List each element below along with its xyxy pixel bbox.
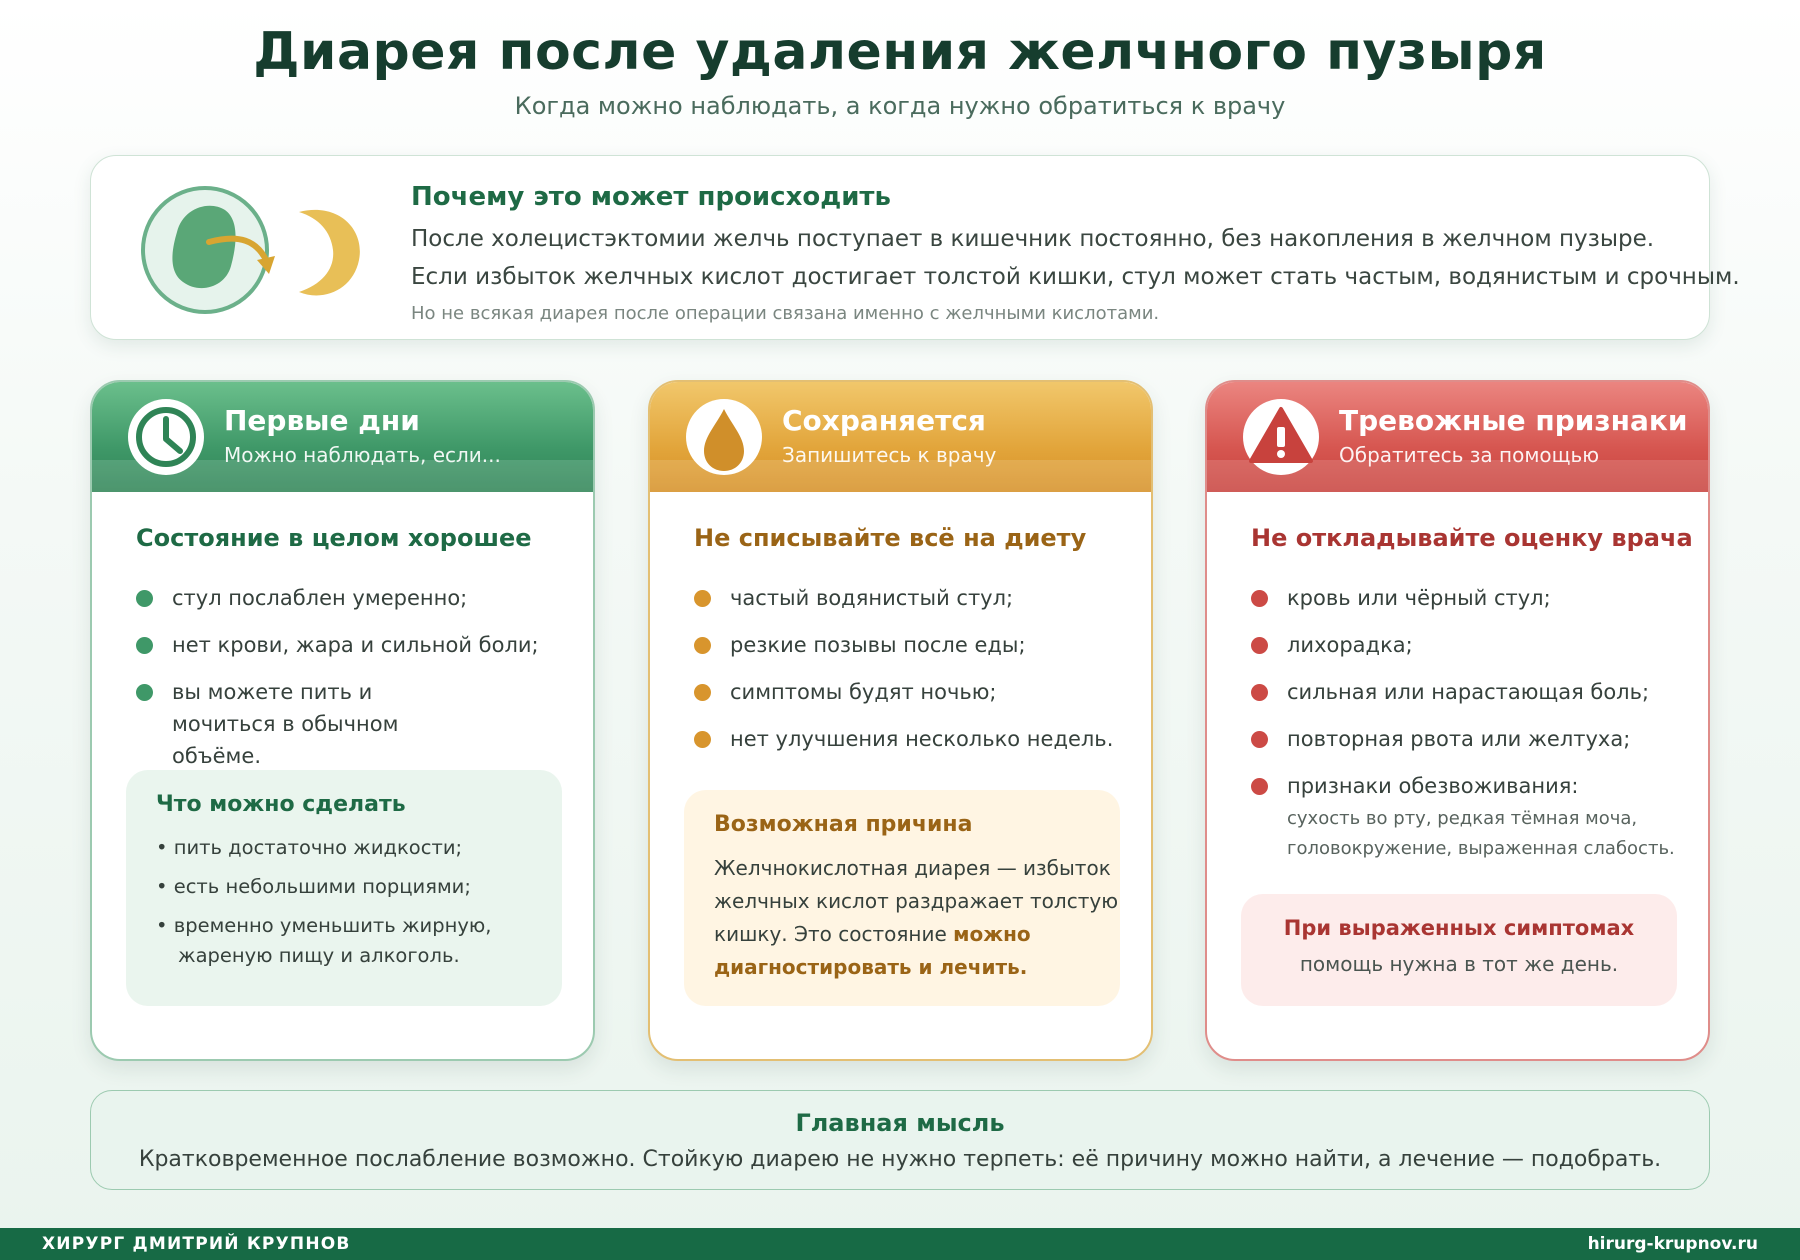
main-title: Главная мысль [795, 1109, 1005, 1137]
warning-icon [1243, 399, 1319, 475]
list-item: сильная или нарастающая боль; [1251, 676, 1701, 708]
bullet-dot-icon [1251, 731, 1268, 748]
urgent-title: При выраженных симптомах [1283, 916, 1635, 940]
intro-heading: Почему это может происходить [411, 182, 891, 212]
tip-item: • временно уменьшить жирную, [156, 914, 492, 937]
bullet-dot-icon [136, 590, 153, 607]
bullet-dot-icon [1251, 637, 1268, 654]
list-item: вы можете пить и мочиться в обычном объёме. [136, 676, 476, 772]
bullet-dot-icon [136, 637, 153, 654]
list-item: признаки обезвоживания: сухость во рту, редкая тёмная моча, головокружение, выраженная слабость. [1251, 770, 1681, 864]
tips-title: Что можно сделать [156, 792, 406, 817]
tip-item: жареную пищу и алкоголь. [178, 944, 460, 967]
list-item: лихорадка; [1251, 629, 1701, 661]
card-first-days [90, 380, 595, 1061]
page-title: Диарея после удаления желчного пузыря [253, 22, 1547, 82]
bullet-dot-icon [1251, 778, 1268, 795]
urgent-text: помощь нужна в тот же день. [1299, 952, 1619, 976]
list-item: нет крови, жара и сильной боли; [136, 629, 586, 661]
card-subtitle: Можно наблюдать, если... [224, 443, 501, 467]
intro-line-2: Если избыток желчных кислот достигает толстой кишки, стул может стать частым, водянистым и срочным. [411, 264, 1740, 290]
card-heading: Состояние в целом хорошее [136, 524, 532, 552]
list-item: повторная рвота или желтуха; [1251, 723, 1701, 755]
tip-item: • есть небольшими порциями; [156, 875, 471, 898]
footer-author: ХИРУРГ ДМИТРИЙ КРУПНОВ [42, 1234, 351, 1254]
list-item: резкие позывы после еды; [694, 629, 1144, 661]
bullet-dot-icon [136, 684, 153, 701]
main-thought [90, 1090, 1710, 1190]
intro-note: Но не всякая диарея после операции связана именно с желчными кислотами. [411, 303, 1160, 324]
main-text: Кратковременное послабление возможно. Стойкую диарею не нужно терпеть: её причину можно найти, а лечение — подобрать. [138, 1147, 1662, 1172]
cause-box [684, 790, 1120, 1006]
card-header [1207, 382, 1708, 492]
footer-site-link[interactable]: hirurg-krupnov.ru [1587, 1234, 1758, 1254]
card-heading: Не списывайте всё на диету [694, 524, 1087, 552]
tips-box [126, 770, 562, 1006]
card-title: Сохраняется [782, 404, 986, 437]
bullet-dot-icon [1251, 684, 1268, 701]
page-subtitle: Когда можно наблюдать, а когда нужно обратиться к врачу [514, 92, 1286, 120]
bullet-list [1251, 582, 1701, 879]
bullet-dot-icon [694, 684, 711, 701]
liver-to-intestine-icon [139, 182, 399, 318]
tip-item: • пить достаточно жидкости; [156, 836, 463, 859]
card-persists [648, 380, 1153, 1061]
bullet-list [694, 582, 1144, 770]
list-item: нет улучшения несколько недель. [694, 723, 1144, 755]
card-header [650, 382, 1151, 492]
card-warning-signs [1205, 380, 1710, 1061]
list-item: частый водянистый стул; [694, 582, 1144, 614]
bullet-dot-icon [694, 590, 711, 607]
clock-icon [128, 399, 204, 475]
bullet-list [136, 582, 586, 787]
card-subtitle: Запишитесь к врачу [782, 443, 997, 467]
bullet-dot-icon [694, 637, 711, 654]
cause-title: Возможная причина [714, 812, 973, 837]
footer [0, 1228, 1800, 1260]
list-item: кровь или чёрный стул; [1251, 582, 1701, 614]
bullet-dot-icon [1251, 590, 1268, 607]
bullet-dot-icon [694, 731, 711, 748]
card-header [92, 382, 593, 492]
urgent-box [1241, 894, 1677, 1006]
intro-card [90, 155, 1740, 340]
card-subtitle: Обратитесь за помощью [1339, 443, 1600, 467]
card-title: Тревожные признаки [1339, 404, 1688, 437]
list-item: стул послаблен умеренно; [136, 582, 586, 614]
card-title: Первые дни [224, 404, 420, 437]
list-item: симптомы будят ночью; [694, 676, 1144, 708]
drop-icon [686, 399, 762, 475]
cause-text: Желчнокислотная диарея — избыток желчных кислот раздражает толстую кишку. Это состояние можно диагностировать и лечить. [714, 856, 1119, 979]
intro-line-1: После холецистэктомии желчь поступает в кишечник постоянно, без накопления в желчном пузыре. [411, 226, 1655, 252]
card-heading: Не откладывайте оценку врача [1251, 524, 1693, 552]
bullet-subtext: сухость во рту, редкая тёмная моча, головокружение, выраженная слабость. [1287, 808, 1675, 859]
